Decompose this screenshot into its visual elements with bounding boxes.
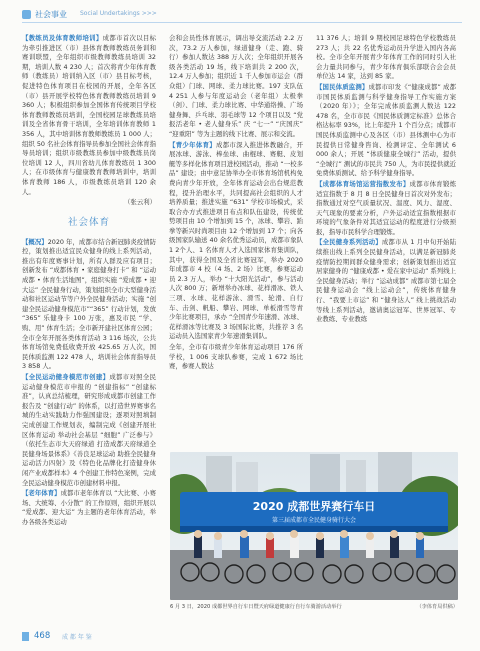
paragraph-text: 成都市老年体育以 “大比赛、小赛场、大统筹、小分散” 的工作原则，组织开展以 “爱成都、迎大运” 为主题的老年体育活动，举办各级各类运动	[22, 489, 157, 526]
cyclist-head	[290, 530, 298, 538]
text-column-3	[316, 34, 456, 326]
paragraph-fitness-monitoring	[316, 83, 456, 179]
cyclist-head	[266, 532, 274, 540]
paragraph-youth-continued: 全年，全市有市级青少年体育运动项目 176 所学校，1 006 支球队参赛，完成 1 672 场比赛，参赛人数达	[169, 343, 303, 371]
event-photo-illustration	[170, 452, 458, 600]
subheading-elderly-sports: 【老年体育】	[22, 489, 61, 498]
paragraph-text: 成都市印发《“健康成都” 成都市国民体质监测与科学健身指导工作实施方案（2020 年）》；全年完成体质监测人数达 122 478 名，全市市民《国民体质测定标准》总体合格达标率 93%，比上年提升 1 个百分点；成都市国民体质监测中心及各区（市）县体测中心为市民提供日常健身咨询、检测评定、全年测试 6 000 余人；开展 “体质健康全城行” 活动，提供 “全城行” 测试的市民共 750 人，为市民提供就近免费体质测试、给予科学健身指导。	[316, 82, 457, 178]
subheading-fitness-monitoring: 【国民体质监测】	[316, 82, 369, 91]
paragraph-elderly-sports	[22, 489, 156, 527]
road	[170, 550, 458, 600]
page-number: 468	[34, 631, 51, 641]
page-header	[22, 8, 462, 22]
subheading-youth-sports: 【青少年体育】	[169, 140, 217, 149]
text-column-1	[22, 34, 156, 529]
book-title: 成 都 年 鉴	[62, 634, 92, 641]
photo-caption	[170, 603, 458, 610]
section-marker	[22, 10, 31, 19]
caption-text: 6 月 3 日，2020 成都世界自行车日暨天府绿道健康行自行车骑游活动举行	[170, 604, 342, 610]
cyclist-head	[240, 530, 248, 538]
paragraph-text: 成都市对照全民运动健身模范市申报的 “创建指标” “创建标准”，认真总结梳理，研究形成成都市创建工作报告及 “创建行动” 的体系，以打造世界赛事名城的生动实践助力作强国建设；逐项对照填制完成创建工作规划表，编制完成《创建开展社区体育运动 举动社会基层 “细胞” 广泛参与》（依托生态市大天府绿道 打造成都天府绿道全民健身场景体系》《善良足球运动 助推全民健身运动活力四射》及《特色化品牌化打造健身休闲产业成都样本》4 个创建工作特色案例，完成全民运动健身模范市创建材料申报。	[22, 373, 157, 487]
cyclist-head	[194, 530, 202, 538]
section-subtitle: Social Undertakings >>>	[80, 10, 157, 17]
paragraph-youth-sports	[169, 141, 303, 342]
text-column-2	[169, 34, 303, 373]
paragraph-model-city	[22, 373, 156, 488]
cyclist-head	[390, 530, 398, 538]
subheading-overview: 【概况】	[22, 237, 48, 246]
cyclist	[290, 536, 299, 558]
paragraph-text: 成都市体育锻炼适宜指数于 8 月 8 日全民健身日首次对外发布；指数通过对空气质量状况、温度、风力、湿度、天气现象的要素分析，户外运动适宜指数根据市环境的气象条件对其适宜运动的程度进行分级预报，指导市民科学合理锻炼。	[316, 179, 457, 236]
cyclist-head	[340, 530, 348, 538]
subheading-venue-index: 【成都体育场馆运营指数发布】	[316, 179, 410, 188]
paragraph-fitness-events	[316, 238, 456, 324]
photo-credit: （李体育局供稿）	[416, 604, 458, 610]
paragraph-youth-end: 11 376 人；培训 9 期校园足球特色学校教练员 273 人；共 22 名优秀运动员升学进入国内各高校。全市全年开展青少年体育工作的同时引入社会力量共同参与，青少年体育俱乐部联合会会员单位达 14 家，达到 85 家。	[316, 34, 456, 81]
banner-sub-text: 第三届成都市全民健身骑行大会	[271, 517, 357, 524]
paragraph-elderly-continued: 会和会员性体育展示，调出导交流活动 2.2 万次，73.2 万人参加，绿道健身（走、跑、骑行）参加人数达 388 万人次；全年组织开展各级各类活动 19 场，线下培训共 2 200 次，12.4 万人参加；组织近 1 千人参加市运会（群众组）门球、网球、柔力球比赛。197 支队伍 4 251 人参与年度运动会（老年组）太极拳（剑）、门球、柔力球比赛、中华通络操、广场健身舞、乒乓球、羽毛球等 12 个项目以及 “党报活老年 • 老人健身乐” 庆 “七一” “庆国庆” “迎重阳” 等为主题的线下比赛、展示和交流。	[169, 34, 303, 138]
cyclist	[214, 538, 222, 558]
paragraph-venue-index	[316, 180, 456, 238]
paragraph-text: 成都市首次以目标为牵引推进区（市）县体育教师教练员务训和赛训联盟，全年组织市级教师教练员培训 32 期，培训人数 4 230 人；首次将青少年体育教师（教练员）培训纳入区（市）县目标考核，促进特色体育项目在校园的开展，全年各区（市）县开展学校特色体育教师教练员培训 9 360 人；积极组织参加全国体育传统项目学校体育教师教练员培训，全国校园足球教练员培训及全省体育骨干培训，全年培训体育教师 1 356 人，其中培训体育教师教练员 1 000 人；组织 50 名社会体育指导员参加全国社会体育指导员培训；组织市级教练员参加中级教练员岗位培训 12 人，四川省幼儿体育教练员 1 300 人；在市级体育与健康教育教师培训中，培训体育教师 186 人，市级教练员培训 120 余人。	[22, 34, 157, 196]
paragraph-text: 成都市深入推进体教融合，开展冰球、游泳、棒垒球、曲棍球、赛艇、皮划艇等多样化体育项目进校园活动，推动 “一校多品” 建设；由中意足协举办全市体育场馆机构免费向青少年开放，全年体育运动会出台规范教程，提升治理水平，共同提高社会组织的人才培养质量；推进实施 “631” 学校市场模式，采取合办方式推进项目布点和队伍建设，传统优势项目由 10 个增加到 15 个，冰球、攀岩、跆拳等新兴时尚项目由 12 个增加到 17 个；向各级国家队输送 40 余名优秀运动员，成都市象队 1 2个人、1 名体育人才入选国家体育集训队，其中，获得全国及全省比赛冠军，举办 2020 年成都市 4 校（4 场、2 场）比赛，参赛运动员 2.3 万人，举办 “十大阳光活动”，参与活动人次 800 万；新增举办冰球、花样滑冰、铁人三项、水球、花样游泳、滑雪、轮滑、自行车、击剑、帆船、攀岩、网球、单板滑雪等青少年比赛项目，承办 “全国青少年速滑、冰球、花样滑冰等比赛及 3 场国际比赛，共推荐 3 名运动员入选国家青少年速滑集训队。	[169, 140, 304, 341]
cyclist	[366, 538, 374, 558]
header-rule	[22, 22, 462, 23]
cyclist	[240, 536, 249, 558]
cyclist-head	[416, 532, 424, 540]
cyclist	[266, 538, 274, 558]
author-signature: （张云利）	[124, 198, 156, 207]
footer-marker	[22, 632, 29, 641]
banner-stripe	[180, 526, 448, 532]
paragraph-overview	[22, 238, 156, 372]
section-name: 社会事业	[35, 10, 67, 19]
paragraph-text: 成都市从 1 月中旬开始陆续推出线上系列全民健身活动，以满足新冠肺炎疫情防控期间群众健身需求；创新策划推出适宜居家健身的 “健康成都 • 爱在家中运动” 系列线上全民健身活动；举行 “运动成都” 成都市第七届全民健身运动会 “线上运动会”，传统体育健身行、“我要上市运” 和 “健身达人” 线上挑战活动等线上系列活动，邀请奥运冠军、世界冠军、专业教练、专业教练	[316, 238, 456, 324]
event-photo	[170, 452, 458, 600]
cyclist	[390, 536, 399, 558]
banner-main-text: 2020 成都世界赛行车日	[252, 500, 376, 513]
cyclist	[340, 536, 349, 558]
cyclist-head	[316, 532, 324, 540]
cyclist	[316, 538, 324, 558]
cyclist	[194, 536, 202, 558]
subheading-model-city: 【全民运动健身模范市创建】	[22, 373, 110, 381]
page-footer	[0, 628, 480, 651]
section-heading: 社会体育	[67, 216, 110, 228]
cyclist-head	[214, 532, 222, 540]
subheading-fitness-events: 【全民健身系列活动】	[316, 238, 382, 247]
paragraph-coach-training	[22, 34, 156, 197]
subheading-coach-training: 【教练员及体育教师培训】	[22, 34, 103, 42]
cyclist	[416, 538, 424, 558]
paragraph-text: 2020 年，成都市结合新冠肺炎疫情防控，策划推出适宜民众健身的线上系列活动，推出有年度赛事计划，所有人群及应有项目；创新发布 “成都体育 • 家庭健身打卡” 和 “运动成都 • 体育生活地图”，组织实施 “爱成都 • 迎大运” 全民健身行动，策划组织全市大型健身活动和社区运动节等户外全民健身活动；实施 “创建全民运动健身模范市”“365” 行动计划，发放 “365” 乐健身卡 100 万张，惠及市民 “学、购、用” 体育生活；全市新开建社区体育公园；全市全年开展各类体育活动 3 116 场次，公共体育场馆免费低收费开放 425.65 万人次，国民体质监测 122 478 人，培训社会体育指导员 3 858 人。	[22, 237, 157, 371]
cyclist-head	[366, 532, 374, 540]
